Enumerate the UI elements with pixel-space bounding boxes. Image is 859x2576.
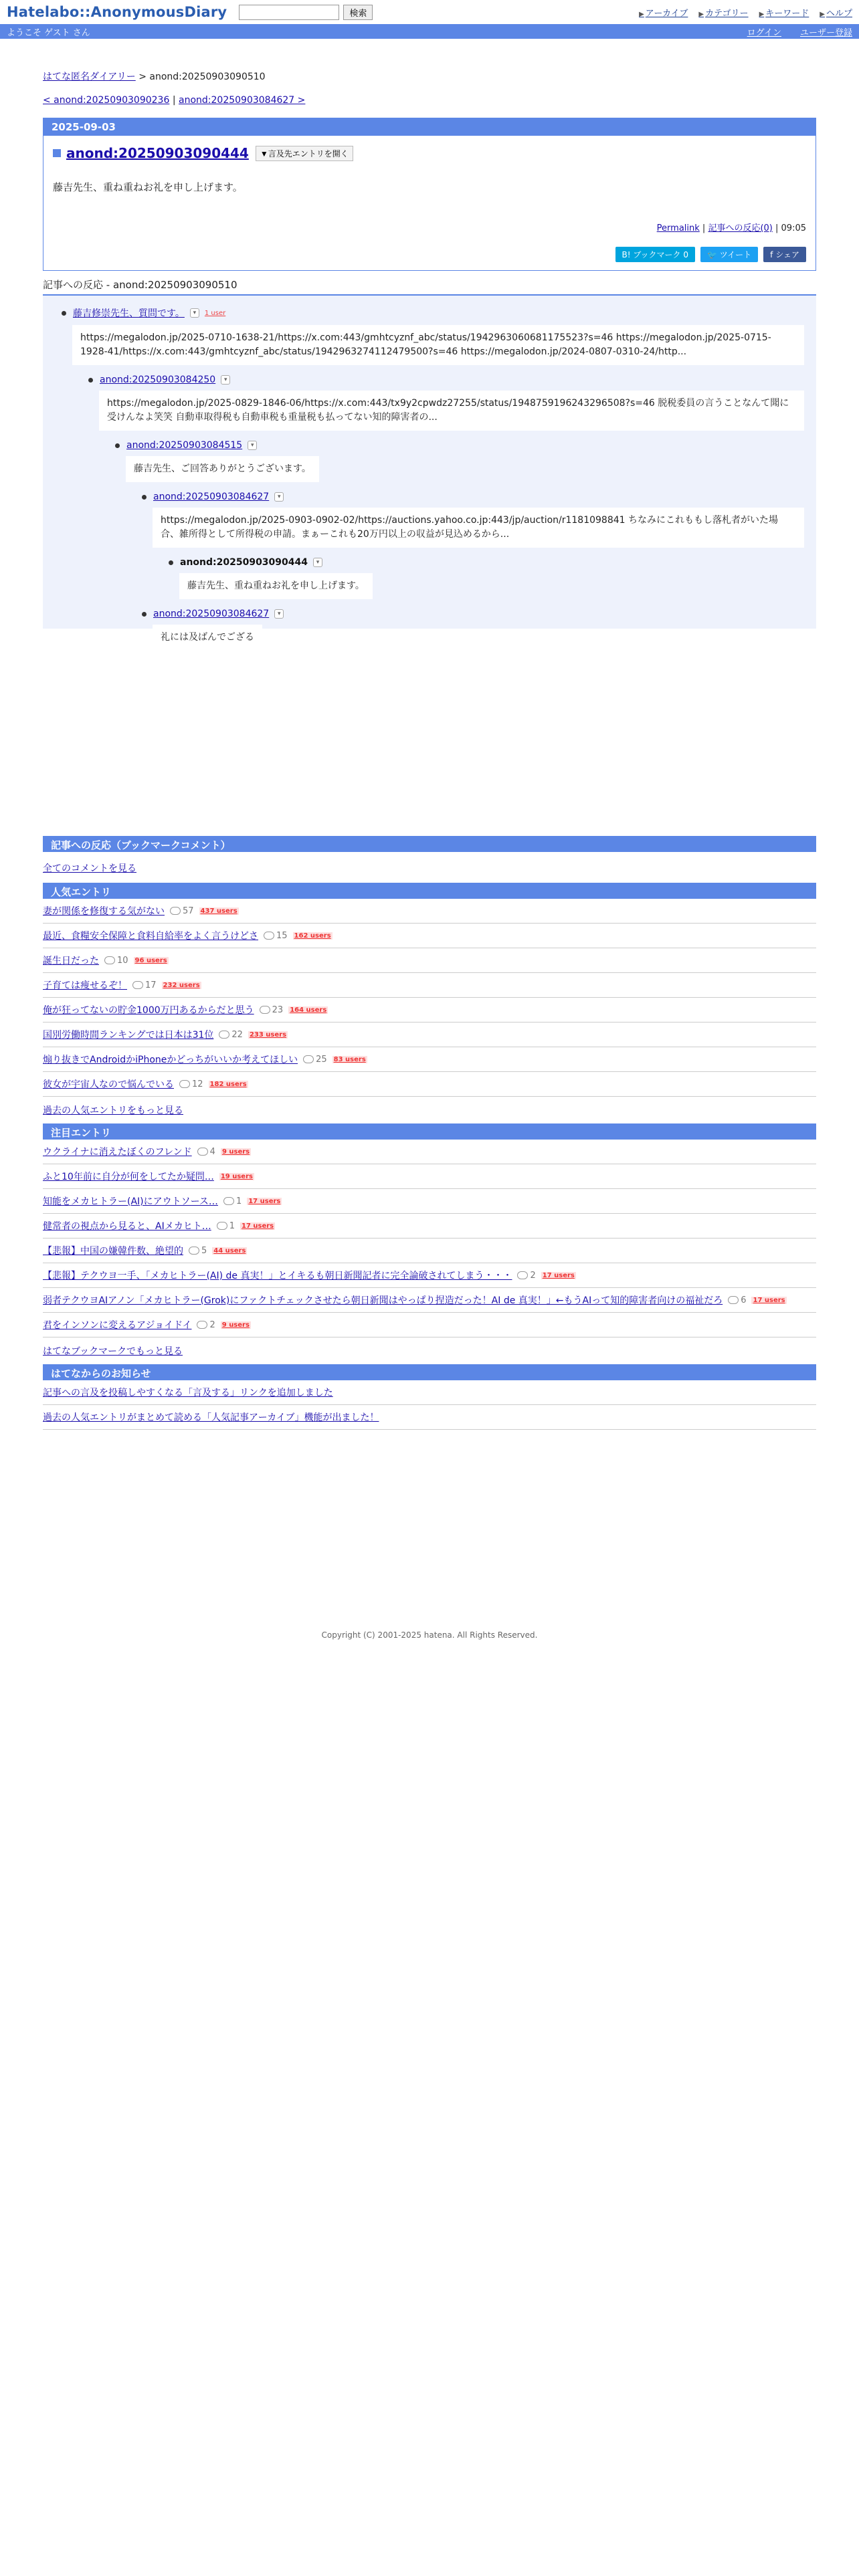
comment-bubble-icon xyxy=(179,1080,190,1088)
entry-date: 2025-09-03 xyxy=(43,118,816,136)
comment-bubble-icon xyxy=(264,932,274,940)
chevron-down-icon[interactable]: ▾ xyxy=(221,375,230,385)
main-container xyxy=(43,70,816,1640)
pager xyxy=(43,95,816,106)
top-nav xyxy=(639,6,852,19)
chevron-down-icon[interactable]: ▾ xyxy=(274,609,284,619)
user-links xyxy=(747,25,852,38)
entry-link[interactable]: 知能をメカヒトラー(AI)にアウトソース… xyxy=(43,1196,218,1207)
nav-category[interactable] xyxy=(698,6,748,19)
reactions-tree xyxy=(43,294,816,643)
notices-header: はてなからのお知らせ xyxy=(43,1364,816,1380)
entry-footer: Permalink | 記事への反応(0) | 09:05 xyxy=(656,223,806,233)
entry-link[interactable]: 【悲報】中国の嫌韓件数、絶望的 xyxy=(43,1246,183,1257)
entry-link[interactable]: 国別労働時間ランキングでは日本は31位 xyxy=(43,1030,214,1041)
nav-archive-label: アーカイブ xyxy=(645,8,688,19)
bookmark-users-badge[interactable]: 17 users xyxy=(753,1296,785,1304)
bookmark-users-badge[interactable]: 182 users xyxy=(209,1080,247,1088)
bookmark-users-badge[interactable]: 9 users xyxy=(221,1148,250,1156)
comment-count xyxy=(217,1221,235,1231)
comment-bubble-icon xyxy=(260,1006,270,1014)
comment-bubble-icon xyxy=(219,1031,229,1039)
comment-count-value: 6 xyxy=(741,1295,747,1305)
reaction-title[interactable]: anond:20250903084515 xyxy=(126,440,243,451)
entry-link[interactable]: ふと10年前に自分が何をしてたか疑問… xyxy=(43,1172,214,1182)
comment-count xyxy=(179,1079,203,1089)
register-link[interactable]: ユーザー登録 xyxy=(799,27,852,38)
bookmark-users[interactable]: 1 user xyxy=(204,309,226,317)
triangle-right-icon: ▶ xyxy=(820,10,825,18)
comment-count-value: 1 xyxy=(235,1196,242,1206)
entry-text: 藤吉先生、重ね重ねお礼を申し上げます。 xyxy=(53,181,243,193)
comment-bubble-icon xyxy=(197,1148,208,1156)
comment-count-value: 2 xyxy=(530,1270,536,1281)
breadcrumb xyxy=(43,70,816,83)
reactions-title: 記事への反応 - anond:20250903090510 xyxy=(43,279,237,291)
search-input[interactable] xyxy=(239,5,339,20)
reaction-title[interactable]: anond:20250903084627 xyxy=(153,492,270,502)
top-bar xyxy=(0,0,859,24)
notice-link[interactable]: 記事への言及を投稿しやすくなる「言及する」リンクを追加しました xyxy=(43,1388,333,1398)
comment-count xyxy=(517,1271,535,1281)
bullet-icon xyxy=(88,378,93,383)
list-item xyxy=(43,1047,816,1072)
nav-keyword[interactable] xyxy=(759,6,809,19)
bookmark-users-badge[interactable]: 232 users xyxy=(163,981,200,989)
list-item xyxy=(43,1313,816,1337)
bullet-icon xyxy=(142,495,147,500)
bookmark-users-badge[interactable]: 437 users xyxy=(200,907,237,915)
comment-count xyxy=(189,1246,207,1256)
hot-more-link[interactable]: はてなブックマークでもっと見る xyxy=(43,1346,183,1357)
bookmark-users-badge[interactable]: 17 users xyxy=(542,1271,575,1279)
breadcrumb-current: anond:20250903090510 xyxy=(149,72,266,82)
list-item xyxy=(43,1023,816,1047)
comment-count-value: 57 xyxy=(183,905,194,916)
comment-bubble-icon xyxy=(170,907,181,915)
comment-bubble-icon xyxy=(223,1197,234,1205)
reaction-link-row xyxy=(88,374,816,385)
comment-count xyxy=(264,931,288,941)
entry-body xyxy=(43,136,816,270)
chevron-down-icon[interactable]: ▾ xyxy=(274,492,284,502)
list-item xyxy=(43,1239,816,1263)
reaction-link-row xyxy=(142,492,816,502)
hot-entries-list xyxy=(43,1140,816,1337)
notice-link[interactable]: 過去の人気エントリがまとめて読める「人気記事アーカイブ」機能が出ました！ xyxy=(43,1412,379,1423)
popular-entries-header: 人気エントリ xyxy=(43,883,816,899)
reactions-link[interactable]: 記事への反応(0) xyxy=(708,223,773,233)
reaction-node xyxy=(88,374,816,431)
footer-copyright: Copyright (C) 2001-2025 hatena. All Rights Reserved. xyxy=(321,1630,538,1640)
entry-link[interactable]: 最近、食糧安全保障と食料自給率をよく言うけどさ xyxy=(43,931,258,942)
entry-link[interactable]: 煽り抜きでAndroidかiPhoneかどっちがいいか考えてほしい xyxy=(43,1055,298,1065)
reaction-link-row xyxy=(115,440,816,451)
comment-count xyxy=(197,1147,215,1157)
bookmark-users-badge[interactable]: 233 users xyxy=(249,1031,287,1039)
square-icon xyxy=(53,149,61,157)
comment-count xyxy=(303,1055,327,1065)
comment-count xyxy=(223,1196,242,1206)
popular-more-link[interactable]: 過去の人気エントリをもっと見る xyxy=(43,1105,183,1116)
entry-link[interactable]: 君をインソンに変えるアジョイドイ xyxy=(43,1320,192,1331)
see-all-comments xyxy=(43,861,816,875)
reaction-title[interactable]: 藤吉修崇先生、質問です。 xyxy=(73,308,185,319)
reaction-body: https://megalodon.jp/2025-0903-0902-02/https://auctions.yahoo.co.jp:443/jp/auction/r1181098841 ちなみにこれももし落札者がいた場合、雑所得として所得税の申請。まぁーこれも20万円以上の収益が見込めるから... xyxy=(153,508,804,548)
breadcrumb-separator: > xyxy=(135,72,150,82)
reaction-body: 藤吉先生、ご回答ありがとうございます。 xyxy=(126,456,319,482)
permalink[interactable]: Permalink xyxy=(656,223,700,233)
comment-bubble-icon xyxy=(197,1321,207,1329)
entry-link[interactable]: 彼女が宇宙人なので悩んでいる xyxy=(43,1079,174,1090)
welcome-text: ようこそ ゲスト さん xyxy=(7,27,90,38)
tweet-button[interactable] xyxy=(700,247,758,262)
open-referenced-entry-button[interactable]: ▼言及先エントリを開く xyxy=(256,146,353,161)
entry-link[interactable]: 子育ては痩せるぞ！ xyxy=(43,980,127,991)
entry-link[interactable]: 妻が関係を修復する気がない xyxy=(43,906,165,917)
reaction-link-row xyxy=(169,557,816,568)
bookmark-comments-header: 記事への反応（ブックマークコメント） xyxy=(43,836,816,852)
triangle-right-icon: ▶ xyxy=(759,10,765,18)
comment-count-value: 17 xyxy=(145,980,157,990)
bullet-icon xyxy=(142,612,147,617)
entry-title[interactable]: anond:20250903090444 xyxy=(66,145,249,161)
reaction-body: 藤吉先生、重ね重ねお礼を申し上げます。 xyxy=(179,573,373,599)
comment-count xyxy=(219,1030,243,1040)
reaction-node-current xyxy=(169,557,816,599)
comment-count-value: 22 xyxy=(231,1029,243,1040)
reaction-title-current: anond:20250903090444 xyxy=(180,557,308,568)
bullet-icon xyxy=(115,443,120,448)
bookmark-users-badge[interactable]: 83 users xyxy=(333,1055,366,1063)
list-item xyxy=(43,1164,816,1189)
bullet-icon xyxy=(62,311,66,316)
entry-link[interactable]: 弱者テクウヨAIアノン「メカヒトラー(Grok)にファクトチェックさせたら朝日新聞はやっぱり捏造だった！AI de 真実！」←もうAIって知的障害者向けの福祉だろ xyxy=(43,1295,723,1306)
notice-item xyxy=(43,1380,816,1405)
list-item xyxy=(43,948,816,973)
bookmark-users-badge[interactable]: 19 users xyxy=(220,1172,253,1180)
triangle-right-icon: ▶ xyxy=(639,10,644,18)
comment-count-value: 10 xyxy=(117,955,128,966)
pager-separator: | xyxy=(169,95,179,106)
entry-link[interactable]: 俺が狂ってないの貯金1000万円あるからだと思う xyxy=(43,1005,254,1016)
triangle-right-icon: ▶ xyxy=(698,10,704,18)
entry-link[interactable]: 【悲報】テクウヨ一手、「メカヒトラー(AI) de 真実！」とイキるも朝日新聞記者に完全論破されてしまう・・・ xyxy=(43,1271,512,1281)
list-item xyxy=(43,1140,816,1164)
entry-link[interactable]: 健常者の視点から見ると、AIメカヒト… xyxy=(43,1221,211,1232)
comment-count-value: 25 xyxy=(316,1054,327,1065)
nav-category-label: カテゴリー xyxy=(705,8,749,19)
prev-entry-link[interactable]: < anond:20250903090236 xyxy=(43,95,170,106)
comment-count xyxy=(728,1295,746,1305)
list-item xyxy=(43,1189,816,1214)
comment-bubble-icon xyxy=(303,1055,314,1063)
comment-bubble-icon xyxy=(728,1296,739,1304)
site-logo[interactable]: Hatelabo::AnonymousDiary xyxy=(7,4,227,20)
notices-list xyxy=(43,1380,816,1430)
comment-bubble-icon xyxy=(189,1247,199,1255)
comment-count-value: 12 xyxy=(192,1079,203,1089)
facebook-share-button[interactable] xyxy=(763,247,806,262)
search-button[interactable]: 検索 xyxy=(343,5,373,20)
bookmark-users-badge[interactable]: 164 users xyxy=(290,1006,327,1014)
reaction-body: 礼には及ばんでござる xyxy=(153,625,262,651)
hot-more xyxy=(43,1337,816,1364)
ad-space xyxy=(43,629,816,836)
entry-time: 09:05 xyxy=(781,223,806,233)
list-item xyxy=(43,998,816,1023)
bookmark-users-badge[interactable]: 96 users xyxy=(134,956,167,964)
bookmark-users-badge[interactable]: 9 users xyxy=(221,1321,250,1329)
reaction-body: https://megalodon.jp/2025-0710-1638-21/https://x.com:443/gmhtcyznf_abc/status/1942963060681175523?s=46 https://megalodon.jp/2025-0715-1928-41/https://x.com:443/gmhtcyznf_abc/status/1942963274112479500?s=46 https://megalodon.jp/2024-0807-0310-24/http... xyxy=(72,325,804,365)
user-bar xyxy=(0,24,859,39)
see-all-comments-link[interactable]: 全てのコメントを見る xyxy=(43,863,136,874)
chevron-down-icon[interactable]: ▾ xyxy=(313,558,322,567)
bookmark-users-badge[interactable]: 44 users xyxy=(213,1247,246,1255)
list-item xyxy=(43,1288,816,1313)
comment-count xyxy=(197,1320,215,1330)
comment-count-value: 2 xyxy=(209,1319,215,1330)
next-entry-link[interactable]: anond:20250903084627 > xyxy=(179,95,306,106)
reaction-link-row xyxy=(142,609,816,619)
share-label: シェア xyxy=(775,250,799,259)
breadcrumb-home[interactable]: はてな匿名ダイアリー xyxy=(43,72,136,82)
reaction-node xyxy=(142,492,816,548)
list-item xyxy=(43,1072,816,1097)
bookmark-users-badge[interactable]: 17 users xyxy=(242,1222,274,1230)
list-item xyxy=(43,924,816,948)
comment-count xyxy=(170,906,194,916)
reaction-link-row xyxy=(62,306,816,320)
nav-keyword-label: キーワード xyxy=(765,8,809,19)
comment-bubble-icon xyxy=(132,981,143,989)
list-item xyxy=(43,973,816,998)
comment-count-value: 5 xyxy=(201,1245,207,1256)
twitter-icon: 🐦 xyxy=(706,250,717,259)
comment-count xyxy=(132,980,157,990)
nav-help-label: ヘルプ xyxy=(826,8,852,19)
nav-archive[interactable] xyxy=(639,6,688,19)
comment-count xyxy=(104,956,128,966)
comment-count xyxy=(260,1005,284,1015)
comment-count-value: 4 xyxy=(209,1146,215,1157)
entry-link[interactable]: ウクライナに消えたぼくのフレンド xyxy=(43,1147,192,1158)
login-link[interactable]: ログイン xyxy=(747,27,781,38)
entry-link[interactable]: 誕生日だった xyxy=(43,956,99,966)
comment-bubble-icon xyxy=(517,1271,528,1279)
comment-bubble-icon xyxy=(217,1222,227,1230)
list-item xyxy=(43,1263,816,1288)
comment-count-value: 15 xyxy=(276,930,288,941)
comment-count-value: 1 xyxy=(229,1220,235,1231)
share-buttons xyxy=(53,247,806,262)
reaction-title[interactable]: anond:20250903084250 xyxy=(100,374,216,385)
hatena-bookmark-button[interactable]: B! ブックマーク 0 xyxy=(615,247,695,262)
reaction-node xyxy=(62,306,816,365)
reaction-body: https://megalodon.jp/2025-0829-1846-06/https://x.com:443/tx9y2cpwdz27255/status/1948759196243296508?s=46 脱税委員の言うことなんて聞に受けんなよ笑笑 自動車取得税も自動車税も重量税も払ってない知的障害者の... xyxy=(99,391,804,431)
chevron-down-icon[interactable]: ▾ xyxy=(248,441,257,450)
entry-box xyxy=(43,118,816,271)
notice-item xyxy=(43,1405,816,1430)
chevron-down-icon[interactable]: ▾ xyxy=(190,308,199,318)
popular-entries-list xyxy=(43,899,816,1097)
comment-bubble-icon xyxy=(104,956,115,964)
bookmark-users-badge[interactable]: 17 users xyxy=(248,1197,281,1205)
hot-entries-header: 注目エントリ xyxy=(43,1123,816,1140)
entry-title-row xyxy=(53,145,806,161)
nav-help[interactable] xyxy=(820,6,852,19)
bookmark-users-badge[interactable]: 162 users xyxy=(294,932,331,940)
facebook-icon: f xyxy=(770,250,773,259)
list-item xyxy=(43,1214,816,1239)
tweet-label: ツイート xyxy=(719,250,752,259)
bullet-icon xyxy=(169,560,173,565)
reaction-node xyxy=(115,440,816,482)
list-item xyxy=(43,899,816,924)
reaction-node xyxy=(142,609,816,651)
popular-more xyxy=(43,1097,816,1123)
comment-count-value: 23 xyxy=(272,1004,284,1015)
reaction-title[interactable]: anond:20250903084627 xyxy=(153,609,270,619)
